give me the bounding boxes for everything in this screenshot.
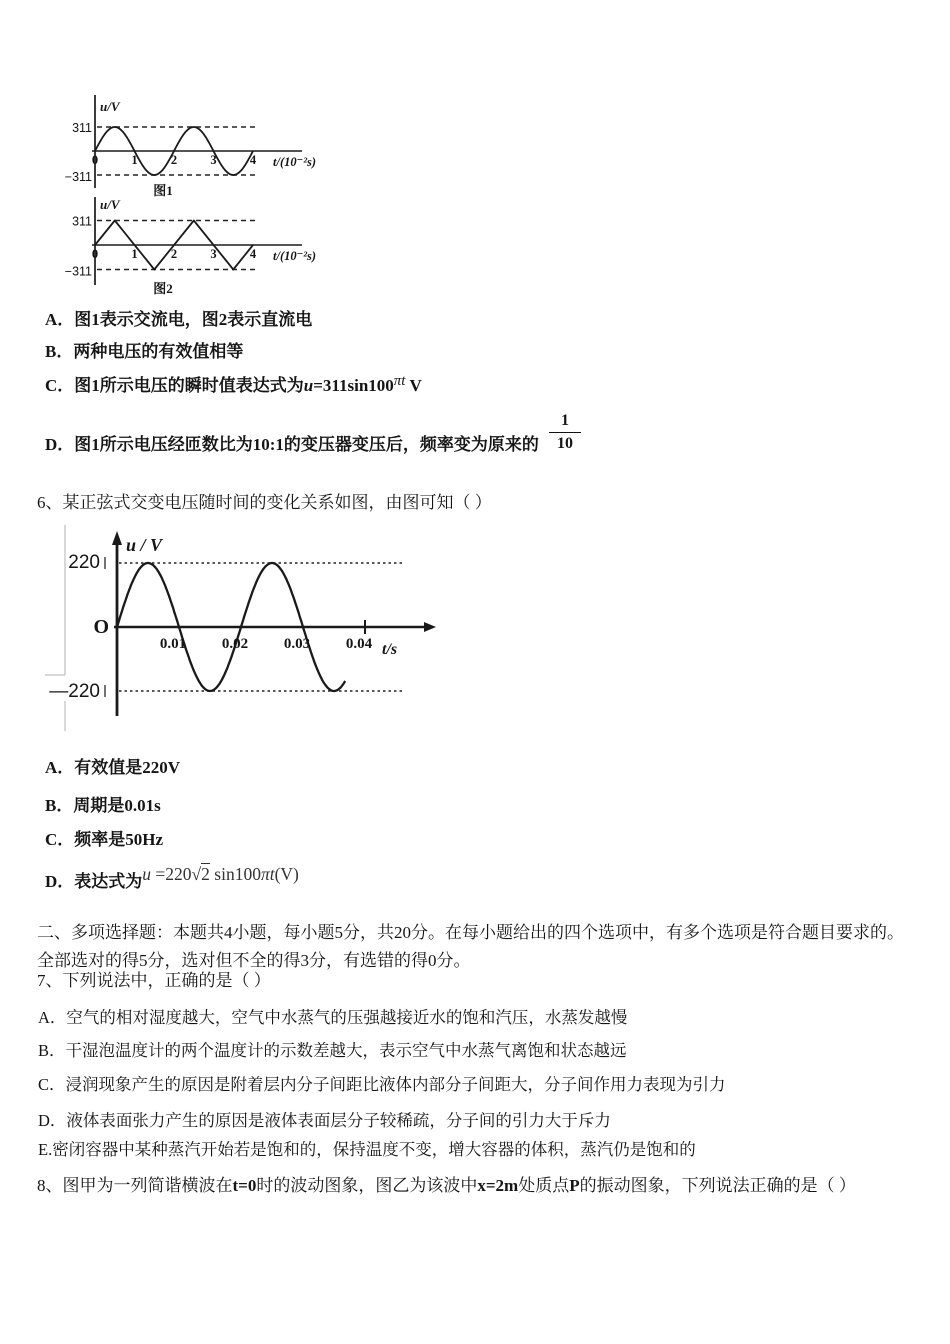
q6-option-c: C．频率是50Hz [45,830,164,849]
formula-u: u [142,864,152,884]
q5-option-c-u: u [303,376,314,395]
q5-option-b: B．两种电压的有效值相等 [45,342,244,361]
fig2-triangle-wave-chart [55,192,357,304]
radical-icon: √ [191,864,202,884]
x-tick-label: 4 [249,153,257,167]
q6-stem: 6、某正弦式交变电压随时间的变化关系如图，由图可知（ ） [37,493,492,512]
x-axis-label: t/(10⁻²s) [273,249,316,263]
q7-option-b: B．干湿泡温度计的两个温度计的示数差越大，表示空气中水蒸气离饱和状态越远 [38,1041,627,1060]
formula-sin: sin100 [209,864,261,884]
y-axis-label: u/V [100,99,120,114]
q5-option-a: A．图1表示交流电，图2表示直流电 [45,310,313,329]
y-tick-label-top: 311 [72,214,92,229]
x-tick-label: 4 [249,247,257,261]
q5-option-c-unit: V [409,376,422,395]
q8-seg5: 处质点 [518,1176,570,1195]
q8-seg3: 时的波动图象，图乙为该波中 [256,1176,478,1195]
section2-instructions-line1: 二、多项选择题：本题共4小题，每小题5分，共20分。在每小题给出的四个选项中，有多个选项是符合题目要求的。 [37,923,904,942]
fig1-sine-wave-chart [55,91,357,205]
origin-label: O [93,616,109,638]
q5-option-c-text: C．图1所示电压的瞬时值表达式为 [45,376,304,395]
x-axis-label: t/(10⁻²s) [273,155,316,169]
q8-seg7: 的振动图象，下列说法正确的是（ ） [579,1176,856,1195]
formula-unit: (V) [274,864,299,884]
q6-option-d [45,864,299,894]
x-tick-label: 1 [131,153,138,167]
section2-instructions-line2: 全部选对的得5分，选对但不全的得3分，有选错的得0分。 [37,951,471,970]
q7-option-d: D．液体表面张力产生的原因是液体表面层分子较稀疏，分子间的引力大于斥力 [38,1111,611,1130]
formula-pit: πt [260,864,275,884]
q5-option-c-pit: πt [393,373,406,389]
x-tick-label: 0 [91,153,99,167]
q5-option-d: D．图1所示电压经匝数比为10:1的变压器变压后，频率变为原来的 [45,435,539,454]
fraction-denominator: 10 [549,432,581,452]
q8-x2m: x=2m [477,1176,519,1195]
q8-t0: t=0 [232,1176,257,1195]
q8-stem [37,1174,856,1198]
q7-stem: 7、下列说法中，正确的是（ ） [37,971,271,990]
q7-option-e: E.密闭容器中某种蒸汽开始若是饱和的，保持温度不变，增大容器的体积，蒸汽仍是饱和的 [38,1140,696,1159]
q5-option-c-mid: =311sin100 [313,376,394,395]
y-tick-label-top: 220 [68,552,100,573]
figure-caption: 图1 [153,183,173,198]
x-tick-label: 0.01 [159,636,187,652]
x-tick-label: 3 [210,247,217,261]
q6-option-d-text: D．表达式为 [45,872,143,891]
q7-option-c: C．浸润现象产生的原因是附着层内分子间距比液体内部分子间距大，分子间作用力表现为引力 [38,1075,726,1094]
q6-option-b: B．周期是0.01s [45,796,161,815]
q5-option-c [45,374,422,399]
fraction-numerator: 1 [561,412,569,429]
q7-option-a: A．空气的相对湿度越大，空气中水蒸气的压强越接近水的饱和汽压，水蒸发越慢 [38,1008,628,1027]
y-tick-label-bottom: −311 [64,170,92,184]
formula-radicand: 2 [201,864,210,884]
x-tick-label: 0 [91,247,99,261]
x-axis-arrow-icon [424,622,436,632]
y-axis-label: u/V [100,197,120,212]
y-tick-label-top: 311 [72,121,92,135]
x-tick-label: 1 [131,247,138,261]
q8-seg1: 8、图甲为一列简谐横波在 [37,1176,233,1195]
formula-eq: =220 [151,864,192,884]
y-axis-arrow-icon [112,531,122,545]
x-tick-label: 0.02 [221,636,249,652]
q6-option-a: A．有效值是220V [45,758,181,777]
q6-option-d-formula [142,864,299,884]
x-tick-label: 0.03 [283,636,311,652]
x-axis-label: t/s [382,641,398,658]
y-tick-label-bottom: —220 [49,681,100,702]
q6-voltage-chart [30,525,462,740]
x-tick-label: 0.04 [345,636,373,652]
x-tick-label: 2 [170,153,178,167]
x-tick-label: 3 [210,153,217,167]
figure-caption: 图2 [153,281,173,296]
q8-point-p: P [569,1176,580,1195]
y-axis-label: u / V [126,535,163,555]
q5-option-d-fraction [549,413,581,452]
x-tick-label: 2 [170,247,178,261]
y-tick-label-bottom: −311 [64,264,92,279]
